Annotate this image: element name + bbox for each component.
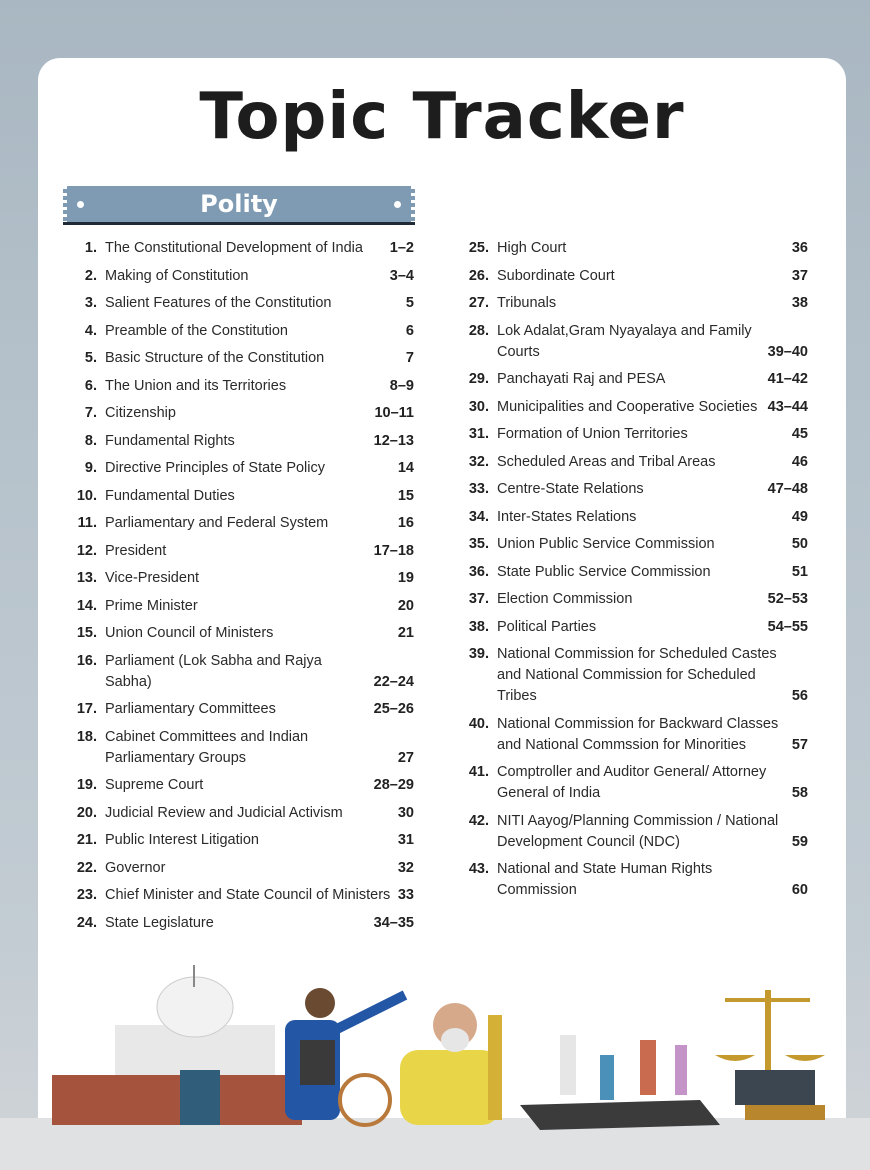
topic-row bbox=[456, 617, 808, 638]
topic-pages: 19 bbox=[397, 570, 414, 586]
topic-row bbox=[456, 762, 808, 804]
topic-title: Municipalities and Cooperative Societies bbox=[497, 398, 758, 415]
topic-title: Making of Constitution bbox=[105, 267, 249, 284]
ambedkar-figure-icon bbox=[285, 988, 405, 1125]
topic-title: National and State Human Rights Commission bbox=[497, 861, 713, 898]
topic-number: 29. bbox=[468, 371, 489, 387]
topic-number: 6. bbox=[84, 377, 97, 394]
topic-list-left bbox=[64, 238, 414, 940]
topic-number: 22. bbox=[76, 859, 97, 876]
topic-pages: 45 bbox=[791, 426, 808, 442]
topic-row bbox=[64, 266, 414, 287]
topic-row bbox=[456, 589, 808, 610]
topic-pages: 3–4 bbox=[389, 267, 414, 284]
topic-number: 18. bbox=[76, 728, 97, 745]
people-gathering-icon bbox=[520, 1035, 720, 1130]
topic-row bbox=[456, 293, 808, 314]
topic-title: Scheduled Areas and Tribal Areas bbox=[497, 453, 716, 470]
topic-number: 19. bbox=[76, 777, 97, 793]
topic-row bbox=[64, 403, 414, 424]
topic-number: 25. bbox=[468, 240, 489, 256]
topic-pages: 17–18 bbox=[373, 542, 414, 559]
topic-title: Inter-States Relations bbox=[497, 508, 637, 525]
topic-row bbox=[64, 623, 414, 644]
topic-number: 27. bbox=[468, 295, 489, 311]
topic-title: Basic Structure of the Constitution bbox=[105, 350, 325, 366]
topic-pages: 56 bbox=[791, 688, 808, 704]
section-title: Polity bbox=[200, 190, 278, 218]
topic-number: 9. bbox=[84, 460, 97, 476]
topic-title: State Public Service Commission bbox=[497, 563, 711, 580]
topic-pages: 16 bbox=[397, 515, 414, 531]
topic-number: 21. bbox=[76, 832, 97, 848]
topic-title: NITI Aayog/Planning Commission / National Development Council (NDC) bbox=[497, 812, 779, 850]
topic-row bbox=[64, 830, 414, 851]
topic-pages: 60 bbox=[791, 882, 808, 898]
topic-title: President bbox=[105, 542, 167, 559]
topic-pages: 47–48 bbox=[767, 481, 808, 497]
topic-row bbox=[64, 913, 414, 934]
topic-number: 42. bbox=[468, 812, 489, 829]
topic-row bbox=[456, 714, 808, 756]
topic-number: 2. bbox=[84, 267, 97, 284]
topic-row bbox=[456, 266, 808, 287]
topic-row bbox=[64, 858, 414, 879]
topic-row bbox=[64, 376, 414, 397]
topic-row bbox=[64, 596, 414, 617]
topic-row bbox=[64, 321, 414, 342]
topic-pages: 12–13 bbox=[373, 432, 414, 449]
topic-row bbox=[456, 534, 808, 555]
topic-pages: 8–9 bbox=[389, 377, 414, 394]
topic-row bbox=[456, 321, 808, 363]
topic-number: 41. bbox=[468, 764, 489, 780]
topic-number: 23. bbox=[76, 887, 97, 903]
topic-title: Vice-President bbox=[105, 570, 200, 586]
topic-pages: 37 bbox=[791, 267, 808, 284]
topic-pages: 49 bbox=[791, 508, 808, 525]
topic-number: 3. bbox=[84, 295, 97, 311]
section-banner bbox=[63, 186, 415, 225]
topic-number: 43. bbox=[468, 861, 489, 877]
topic-row bbox=[64, 651, 414, 693]
topic-title: Union Public Service Commission bbox=[497, 536, 715, 552]
topic-title: Cabinet Committees and Indian Parliamentary Groups bbox=[105, 728, 309, 766]
topic-row bbox=[456, 452, 808, 473]
topic-title: Preamble of the Constitution bbox=[105, 322, 288, 339]
topic-row bbox=[64, 699, 414, 720]
topic-pages: 14 bbox=[397, 460, 414, 476]
topic-row bbox=[456, 238, 808, 259]
topic-number: 13. bbox=[76, 570, 97, 586]
topic-title: Citizenship bbox=[105, 405, 176, 421]
topic-row bbox=[456, 644, 808, 707]
topic-number: 33. bbox=[468, 481, 489, 497]
topic-title: Parliamentary and Federal System bbox=[105, 515, 329, 531]
topic-pages: 28–29 bbox=[373, 777, 414, 793]
page-title: Topic Tracker bbox=[199, 80, 685, 154]
topic-row bbox=[64, 486, 414, 507]
topic-title: Lok Adalat,Gram Nyayalaya and Family Courts bbox=[497, 322, 752, 360]
topic-pages: 59 bbox=[791, 833, 808, 850]
topic-number: 26. bbox=[468, 267, 489, 284]
topic-row bbox=[456, 859, 808, 901]
topic-title: Tribunals bbox=[497, 295, 557, 311]
topic-title: Comptroller and Auditor General/ Attorney General of India bbox=[497, 764, 767, 801]
topic-number: 16. bbox=[76, 652, 97, 669]
topic-number: 17. bbox=[76, 701, 97, 717]
topic-row bbox=[456, 397, 808, 418]
topic-row bbox=[456, 369, 808, 390]
topic-title: High Court bbox=[497, 240, 567, 256]
topic-number: 14. bbox=[76, 597, 97, 614]
topic-number: 15. bbox=[76, 625, 97, 641]
topic-row bbox=[456, 424, 808, 445]
topic-title: Political Parties bbox=[497, 618, 597, 635]
topic-pages: 34–35 bbox=[373, 914, 414, 931]
topic-pages: 51 bbox=[791, 563, 808, 580]
topic-row bbox=[64, 541, 414, 562]
topic-row bbox=[64, 513, 414, 534]
topic-title: Centre-State Relations bbox=[497, 481, 644, 497]
topic-pages: 57 bbox=[791, 736, 808, 753]
topic-pages: 43–44 bbox=[767, 398, 808, 415]
topic-number: 10. bbox=[76, 487, 97, 504]
topic-number: 34. bbox=[468, 508, 489, 525]
topic-number: 31. bbox=[468, 426, 489, 442]
topic-list-right bbox=[456, 238, 808, 908]
topic-title: Chief Minister and State Council of Ministers bbox=[105, 887, 391, 903]
topic-number: 4. bbox=[84, 322, 97, 339]
topic-row bbox=[64, 568, 414, 589]
topic-number: 37. bbox=[468, 591, 489, 607]
topic-title: Parliamentary Committees bbox=[105, 701, 276, 717]
topic-pages: 25–26 bbox=[373, 701, 414, 717]
leader-figure-icon bbox=[400, 1003, 502, 1125]
topic-row bbox=[456, 811, 808, 853]
topic-number: 1. bbox=[84, 240, 97, 256]
topic-pages: 5 bbox=[405, 295, 414, 311]
polity-illustration bbox=[0, 955, 870, 1130]
topic-number: 32. bbox=[468, 453, 489, 470]
topic-number: 30. bbox=[468, 398, 489, 415]
topic-pages: 10–11 bbox=[374, 405, 414, 421]
topic-pages: 32 bbox=[397, 859, 414, 876]
topic-pages: 15 bbox=[397, 487, 414, 504]
topic-row bbox=[456, 479, 808, 500]
topic-row bbox=[64, 431, 414, 452]
banner-notch-right bbox=[411, 186, 415, 222]
topic-pages: 20 bbox=[397, 597, 414, 614]
topic-number: 36. bbox=[468, 563, 489, 580]
parliament-building-icon bbox=[52, 965, 302, 1125]
topic-pages: 50 bbox=[791, 536, 808, 552]
topic-number: 20. bbox=[76, 804, 97, 821]
topic-title: Public Interest Litigation bbox=[105, 832, 259, 848]
topic-pages: 6 bbox=[405, 322, 414, 339]
topic-title: National Commission for Scheduled Castes and National Commission for Scheduled Tribes bbox=[497, 646, 777, 704]
topic-title: State Legislature bbox=[105, 914, 214, 931]
topic-number: 39. bbox=[468, 646, 489, 662]
topic-title: Directive Principles of State Policy bbox=[105, 460, 325, 476]
topic-title: Subordinate Court bbox=[497, 267, 615, 284]
topic-pages: 21 bbox=[397, 625, 414, 641]
topic-pages: 54–55 bbox=[767, 618, 808, 635]
topic-pages: 7 bbox=[405, 350, 414, 366]
topic-title: Fundamental Duties bbox=[105, 487, 235, 504]
topic-pages: 41–42 bbox=[767, 371, 808, 387]
topic-title: Union Council of Ministers bbox=[105, 625, 274, 641]
topic-pages: 38 bbox=[791, 295, 808, 311]
topic-row bbox=[64, 803, 414, 824]
topic-title: Election Commission bbox=[497, 591, 633, 607]
topic-title: National Commission for Backward Classes and National Commssion for Minorities bbox=[497, 715, 779, 753]
topic-row bbox=[456, 562, 808, 583]
topic-row bbox=[64, 293, 414, 314]
topic-number: 24. bbox=[76, 914, 97, 931]
banner-notch-left bbox=[63, 186, 67, 222]
topic-row bbox=[456, 507, 808, 528]
topic-title: Prime Minister bbox=[105, 597, 198, 614]
topic-pages: 1–2 bbox=[389, 240, 414, 256]
topic-title: The Union and its Territories bbox=[105, 377, 287, 394]
topic-number: 12. bbox=[76, 542, 97, 559]
topic-title: Salient Features of the Constitution bbox=[105, 295, 332, 311]
scales-of-justice-icon bbox=[715, 990, 825, 1120]
topic-title: Judicial Review and Judicial Activism bbox=[105, 804, 343, 821]
topic-title: The Constitutional Development of India bbox=[105, 240, 363, 256]
topic-number: 40. bbox=[468, 715, 489, 732]
topic-number: 28. bbox=[468, 322, 489, 339]
topic-pages: 46 bbox=[791, 453, 808, 470]
topic-title: Formation of Union Territories bbox=[497, 426, 688, 442]
topic-title: Parliament (Lok Sabha and Rajya Sabha) bbox=[105, 652, 322, 690]
topic-pages: 27 bbox=[397, 749, 414, 766]
topic-row bbox=[64, 775, 414, 796]
topic-number: 7. bbox=[84, 405, 97, 421]
topic-title: Supreme Court bbox=[105, 777, 204, 793]
topic-title: Panchayati Raj and PESA bbox=[497, 371, 666, 387]
topic-number: 11. bbox=[77, 515, 97, 531]
topic-pages: 36 bbox=[791, 240, 808, 256]
topic-pages: 33 bbox=[397, 887, 414, 903]
banner-dot-icon bbox=[77, 201, 84, 208]
topic-row bbox=[64, 348, 414, 369]
topic-pages: 31 bbox=[397, 832, 414, 848]
topic-pages: 52–53 bbox=[767, 591, 808, 607]
topic-row bbox=[64, 458, 414, 479]
topic-pages: 30 bbox=[397, 804, 414, 821]
topic-number: 8. bbox=[84, 432, 97, 449]
topic-row bbox=[64, 727, 414, 769]
topic-title: Fundamental Rights bbox=[105, 432, 235, 449]
topic-number: 35. bbox=[468, 536, 489, 552]
topic-title: Governor bbox=[105, 859, 166, 876]
topic-row bbox=[64, 238, 414, 259]
topic-pages: 39–40 bbox=[767, 343, 808, 360]
topic-pages: 58 bbox=[791, 785, 808, 801]
topic-number: 5. bbox=[84, 350, 97, 366]
banner-dot-icon bbox=[394, 201, 401, 208]
topic-pages: 22–24 bbox=[373, 673, 414, 690]
topic-number: 38. bbox=[468, 618, 489, 635]
topic-row bbox=[64, 885, 414, 906]
